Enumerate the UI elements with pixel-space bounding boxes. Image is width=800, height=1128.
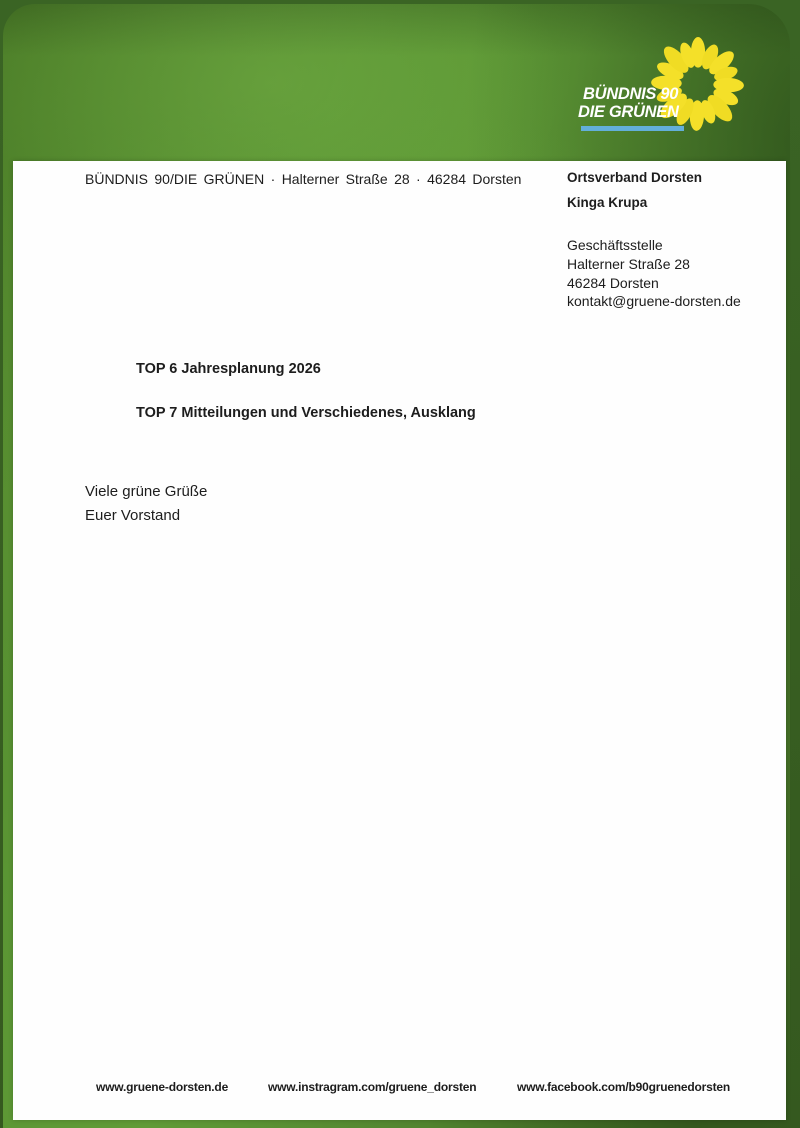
agenda-item-top6: TOP 6 Jahresplanung 2026 [136,361,321,377]
logo-text-line1: BÜNDNIS 90 [583,85,679,103]
footer-link-website: www.gruene-dorsten.de [96,1080,229,1094]
logo-underline [581,126,684,131]
footer-links [13,1080,786,1100]
letter-page [13,161,786,1120]
closing-signature: Euer Vorstand [85,507,181,524]
footer-link-facebook: www.facebook.com/b90gruenedorsten [517,1080,731,1094]
contact-city: 46284 Dorsten [567,275,659,291]
contact-person-name: Kinga Krupa [567,195,648,210]
contact-org: Ortsverband Dorsten [567,170,703,185]
sender-address-line: BÜNDNIS 90/DIE GRÜNEN · Halterner Straße 28 · 46284 Dorsten [85,171,522,187]
agenda-item-top7: TOP 7 Mitteilungen und Verschiedenes, Ausklang [136,405,476,421]
closing-greeting: Viele grüne Grüße [85,483,208,500]
party-logo [0,0,800,161]
logo-text-line2: DIE GRÜNEN [578,103,679,121]
contact-street: Halterner Straße 28 [567,256,690,272]
contact-email: kontakt@gruene-dorsten.de [567,293,741,309]
contact-office-label: Geschäftsstelle [567,237,663,253]
footer-link-instagram: www.instragram.com/gruene_dorsten [268,1080,477,1094]
